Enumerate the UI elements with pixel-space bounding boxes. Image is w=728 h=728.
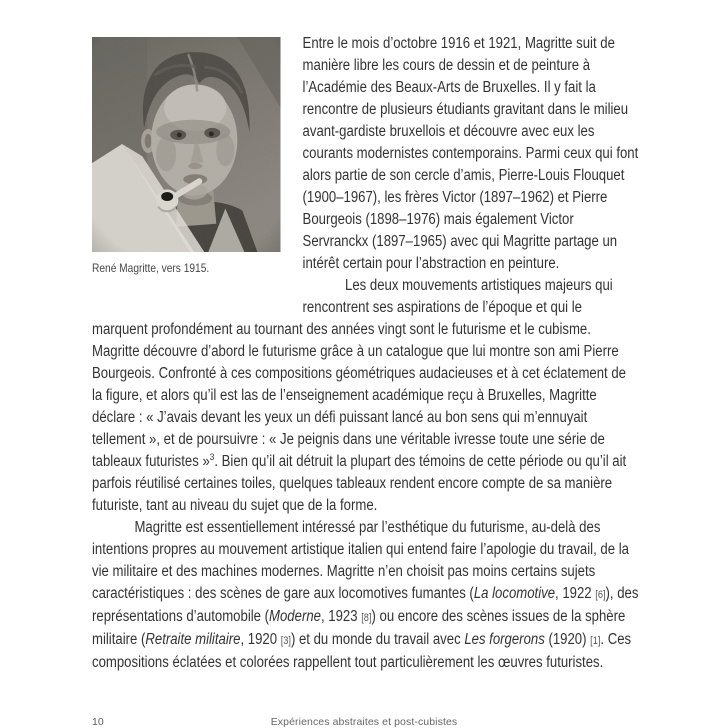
body-paragraph-2: Les deux mouvements artistiques majeurs qui rencontrent ses aspirations de l’époque et qui le marquent profondément au tournant des années vingt sont le futurisme et le cubisme. Magritte découvre d’abord le futurisme grâce à un catalogue que lui montre son ami Pierre Bourgeois. Confronté à ces compositions géométriques audacieuses et à cet éclatement de la figure, et alors qu’il est las de l’enseignement académique reçu à Bruxelles, Magritte déclare : « J’avais devant les yeux un défi puissant lancé au bon sens qui m’ennuyait tellement », et de poursuivre : « Je peignis dans une véritable ivresse toute une série de tableaux futuristes »$^3$. Bien qu’il ait détruit la plupart des témoins de cette période ou qu’il ait parfois réutilisé certaines toiles, quelques tableaux rendent encore compte de sa manière futuriste, tant au niveau du sujet que de la forme. (92, 277, 627, 514)
body-paragraph-1: Entre le mois d’octobre 1916 et 1921, Magritte suit de manière libre les cours de dessin et de peinture à l’Académie des Beaux-Arts de Bruxelles. Il y fait la rencontre de plusieurs étudiants gravitant dans le milieu avant-gardiste bruxellois et découvre avec eux les courants modernistes contemporains. Parmi ceux qui font alors partie de son cercle d’amis, Pierre-Louis Flouquet (1900–1967), les frères Victor (1897–1962) et Pierre Bourgeois (1898–1976) mais également Victor Servranckx (1897–1965) avec qui Magritte partage un intérêt certain pour l’abstraction en peinture. (302, 35, 639, 272)
page-footer (0, 716, 728, 728)
page-content (92, 33, 640, 674)
portrait-figure (92, 37, 280, 275)
footer-running-title: Expériences abstraites et post-cubistes (270, 716, 458, 728)
photo-caption: René Magritte, vers 1915. (92, 261, 210, 275)
footer-page-number: 10 (92, 716, 104, 728)
portrait-photo-illustration (92, 37, 280, 252)
magritte-portrait-photo (92, 37, 280, 252)
body-paragraph-3: Magritte est essentiellement intéressé par l’esthétique du futurisme, au-delà des intentions propres au mouvement artistique italien qui entend faire l’apologie du travail, de la vie militaire et des machines modernes. Magritte n’en choisit pas moins certains sujets caractéristiques : des scènes de gare aux locomotives fumantes (La locomotive, 1922 [6]), des représentations d’automobile (Moderne, 1923 [8]) ou encore des scènes issues de la sphère militaire (Retraite militaire, 1920 [3]) et du monde du travail avec Les forgerons (1920) [1]. Ces compositions éclatées et colorées rappellent tout particulièrement les œuvres futuristes. (92, 519, 639, 671)
